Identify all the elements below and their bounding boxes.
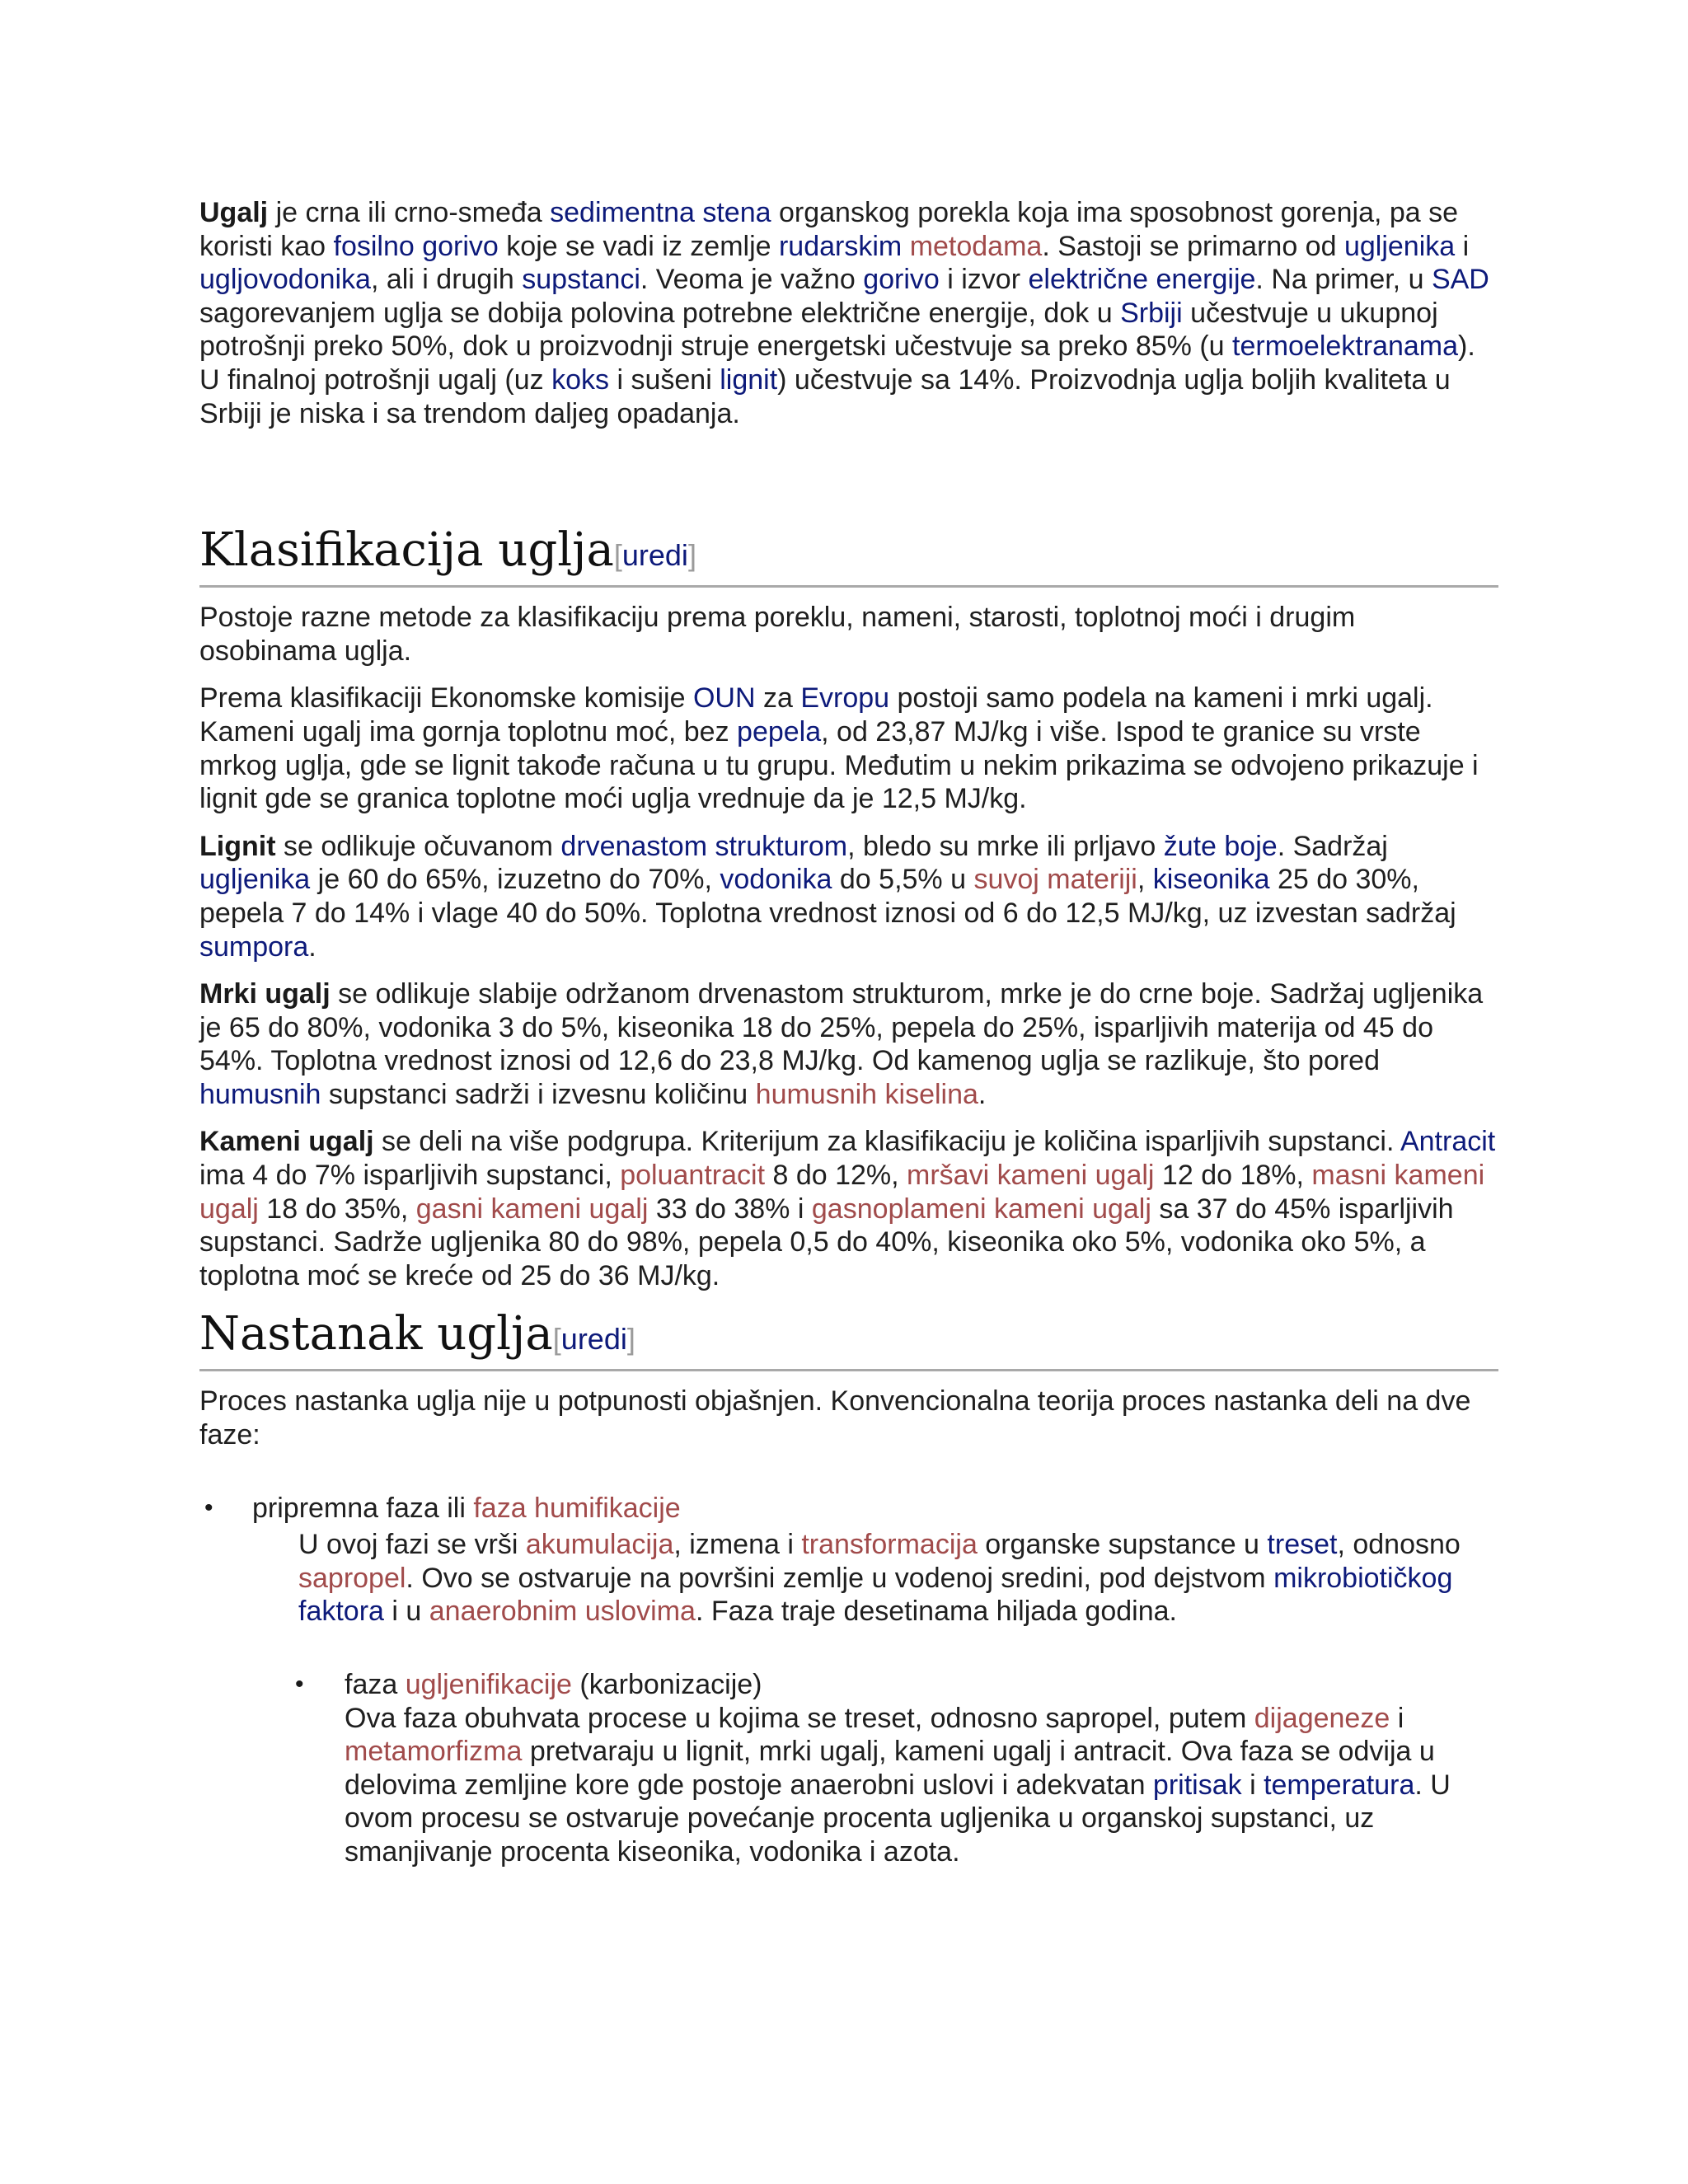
text: postoji samo podela na kameni i mrki ugalj. Kameni ugalj ima gornja toplotnu moć, bez [199, 682, 1433, 748]
article-body [199, 196, 1498, 1869]
link-termoelektranama[interactable]: termoelektranama [1232, 330, 1459, 363]
link-metodama[interactable]: metodama [909, 230, 1043, 262]
text: 8 do 12%, [765, 1160, 907, 1192]
text: , odnosno [1337, 1529, 1461, 1561]
bullet-icon: • [204, 1493, 213, 1521]
phase-list [199, 1492, 1498, 1869]
list-item-description [298, 1528, 1498, 1629]
text: organske supstance u [977, 1529, 1268, 1561]
text: sa 37 do 45% isparljivih supstanci. Sadrže ugljenika 80 do 98%, pepela 0,5 do 40%, kiseonika oko 5%, vodonika oko 5%, a toplotna moć se kreće od 25 do 36 MJ/kg. [199, 1193, 1454, 1291]
paragraph [199, 977, 1498, 1111]
link-rudarskim[interactable]: rudarskim [778, 230, 903, 262]
text: , [1137, 864, 1153, 896]
text: . U ovom procesu se ostvaruje povećanje procenta ugljenika u organskoj supstanci, uz smanjivanje procenta kiseonika, vodonika i azota. [345, 1769, 1451, 1868]
link-dijageneze[interactable]: dijageneze [1254, 1702, 1390, 1734]
link-sumpora[interactable]: sumpora [199, 930, 309, 963]
bullet-icon: • [295, 1671, 304, 1698]
link-humusnih-kiselina[interactable]: humusnih kiselina [755, 1078, 978, 1110]
text: i sušeni [609, 363, 720, 396]
link-temperatura[interactable]: temperatura [1264, 1769, 1415, 1801]
text: . [308, 930, 316, 963]
link-antracit[interactable]: Antracit [1400, 1126, 1496, 1158]
link-transformacija[interactable]: transformacija [801, 1529, 978, 1561]
text: , izmena i [673, 1529, 802, 1561]
link-treset[interactable]: treset [1267, 1529, 1338, 1561]
text: . [978, 1078, 987, 1110]
text: sagorevanjem uglja se dobija polovina potrebne električne energije, dok u [199, 297, 1121, 329]
text: 18 do 35%, [258, 1193, 416, 1225]
paragraph [199, 830, 1498, 963]
link-sad[interactable]: SAD [1431, 264, 1489, 296]
bracket: ] [687, 538, 696, 573]
link-mikrobiotickog-faktora[interactable]: mikrobiotičkog faktora [298, 1562, 1453, 1628]
link-sedimentna-stena[interactable]: sedimentna stena [550, 197, 771, 228]
bold-term: Ugalj [199, 197, 269, 228]
link-gasni-kameni-ugalj[interactable]: gasni kameni ugalj [415, 1193, 649, 1225]
link-akumulacija[interactable]: akumulacija [525, 1529, 674, 1561]
link-ugljovodonika[interactable]: ugljovodonika [199, 264, 371, 296]
text: koje se vadi iz zemlje [498, 230, 779, 262]
text: . Na primer, u [1255, 264, 1432, 296]
text: , od 23,87 MJ/kg i više. Ispod te granice su vrste mrkog uglja, gde se lignit takođe računa u tu grupu. Međutim u nekim prikazima se odvojeno prikazuje i lignit gde se granica toplotne moći uglja vrednuje da je 12,5 MJ/kg. [199, 715, 1479, 815]
link-koks[interactable]: koks [551, 363, 610, 396]
link-lignit[interactable]: lignit [720, 363, 778, 396]
text: i [1390, 1702, 1404, 1734]
text: Ova faza obuhvata procese u kojima se treset, odnosno sapropel, putem [345, 1702, 1254, 1734]
text: pretvaraju u lignit, mrki ugalj, kameni ugalj i antracit. Ova faza se odvija u delovima zemljine kore gde postoje anaerobni uslovi i adekvatan [345, 1736, 1435, 1801]
link-ugljenifikacije[interactable]: ugljenifikacije [405, 1669, 572, 1700]
list-item-phase-2 [295, 1668, 1498, 1869]
link-metamorfizma[interactable]: metamorfizma [345, 1736, 523, 1768]
text: se deli na više podgrupa. Kriterijum za klasifikaciju je količina isparljivih supstanci. [373, 1126, 1400, 1158]
text: za [755, 682, 801, 715]
link-vodonika[interactable]: vodonika [720, 864, 832, 896]
link-mrsavi-kameni-ugalj[interactable]: mršavi kameni ugalj [907, 1160, 1155, 1192]
text: učestvuje u ukupnoj potrošnji preko 50%, dok u proizvodnji struje energetski učestvuje sa preko 85% (u [199, 297, 1438, 363]
paragraph: Postoje razne metode za klasifikaciju prema poreklu, nameni, starosti, toplotnoj moći i drugim osobinama uglja. [199, 602, 1356, 667]
link-poluantracit[interactable]: poluantracit [620, 1160, 766, 1192]
text: , ali i drugih [370, 264, 523, 296]
link-masni-kameni-ugalj[interactable]: masni kameni ugalj [199, 1160, 1485, 1225]
link-supstanci[interactable]: supstanci [522, 264, 640, 296]
list-item-title [252, 1492, 1498, 1526]
text: se odlikuje slabije održanom drvenastom strukturom, mrke je do crne boje. Sadržaj ugljenika je 65 do 80%, vodonika 3 do 5%, kiseonika 18 do 25%, pepela do 25%, isparljivih materija od 45 do 54%. Toplotna vrednost iznosi od 12,6 do 23,8 MJ/kg. Od kamenog uglja se razlikuje, što pored [199, 978, 1484, 1077]
text: i [1455, 230, 1470, 262]
bracket: ] [626, 1322, 635, 1357]
text: i izvor [939, 264, 1029, 296]
link-fosilno-gorivo[interactable]: fosilno gorivo [333, 230, 499, 262]
section-klasifikacija [199, 523, 1498, 1292]
text: se odlikuje očuvanom [275, 830, 561, 862]
link-pepela[interactable]: pepela [737, 715, 822, 748]
text: Prema klasifikaciji Ekonomske komisije [199, 682, 693, 715]
heading-text: Klasifikacija uglja [199, 523, 614, 578]
text: . Sadržaj [1277, 830, 1388, 862]
link-faza-humifikacije[interactable]: faza humifikacije [473, 1492, 681, 1524]
bracket: [ [613, 538, 622, 573]
text: , bledo su mrke ili prljavo [847, 830, 1164, 862]
text: faza [345, 1669, 406, 1700]
link-kiseonika[interactable]: kiseonika [1152, 864, 1270, 896]
heading-text: Nastanak uglja [199, 1307, 553, 1361]
edit-link[interactable]: uredi [560, 1322, 627, 1357]
text: je 60 do 65%, izuzetno do 70%, [310, 864, 720, 896]
text: 33 do 38% i [648, 1193, 812, 1225]
section-heading [199, 1306, 1498, 1371]
text: . Veoma je važno [640, 264, 864, 296]
bold-term: Lignit [199, 830, 276, 862]
edit-section-link [553, 1322, 635, 1356]
sub-list [252, 1668, 1498, 1869]
text: do 5,5% u [832, 864, 974, 896]
text: (karbonizacije) [571, 1669, 762, 1700]
link-oun[interactable]: OUN [692, 682, 756, 715]
link-humusnih[interactable]: humusnih [199, 1078, 321, 1110]
text: . Sastoji se primarno od [1042, 230, 1344, 262]
text [902, 231, 909, 262]
link-sapropel[interactable]: sapropel [298, 1562, 406, 1594]
list-item-title [345, 1668, 1498, 1702]
text: 12 do 18%, [1154, 1160, 1312, 1192]
text: i [1241, 1769, 1264, 1801]
link-anaerobnim-uslovima[interactable]: anaerobnim uslovima [429, 1596, 696, 1628]
link-drvenastom-strukturom[interactable]: drvenastom strukturom [560, 830, 848, 862]
text: 25 do 30%, pepela 7 do 14% i vlage 40 do 50%. Toplotna vrednost iznosi od 6 do 12,5 MJ/kg, uz izvestan sadržaj [199, 864, 1456, 929]
text: je crna ili crno-smeđa [268, 197, 551, 228]
link-elektricne-energije[interactable]: električne energije [1028, 264, 1256, 296]
edit-section-link [614, 538, 696, 572]
link-zute-boje[interactable]: žute boje [1163, 830, 1278, 862]
link-pritisak[interactable]: pritisak [1152, 1769, 1242, 1801]
paragraph [199, 682, 1498, 815]
link-ugljenika[interactable]: ugljenika [199, 864, 311, 896]
section-heading [199, 523, 1498, 588]
paragraph [199, 1125, 1498, 1292]
bold-term: Mrki ugalj [199, 978, 331, 1010]
bracket: [ [552, 1322, 561, 1357]
text: ) učestvuje sa 14%. Proizvodnja uglja boljih kvaliteta u Srbiji je niska i sa trendom daljeg opadanja. [199, 363, 1451, 429]
intro-paragraph [199, 196, 1498, 430]
text: i u [383, 1596, 429, 1628]
text: . Faza traje desetinama hiljada godina. [695, 1596, 1177, 1628]
list-item-phase-1 [199, 1492, 1498, 1869]
text: organskog porekla koja ima sposobnost gorenja, pa se koristi kao [199, 197, 1459, 262]
link-srbiji[interactable]: Srbiji [1120, 297, 1183, 329]
text: ). U finalnoj potrošnji ugalj (uz [199, 330, 1475, 396]
text: . Ovo se ostvaruje na površini zemlje u vodenoj sredini, pod dejstvom [406, 1562, 1274, 1594]
text: supstanci sadrži i izvesnu količinu [321, 1078, 756, 1110]
text: pripremna faza ili [252, 1492, 474, 1524]
bold-term: Kameni ugalj [199, 1126, 374, 1158]
link-ugljenika[interactable]: ugljenika [1343, 230, 1456, 262]
text: U ovoj fazi se vrši [298, 1529, 526, 1561]
link-gasnoplameni-kameni-ugalj[interactable]: gasnoplameni kameni ugalj [811, 1193, 1151, 1225]
link-gorivo[interactable]: gorivo [863, 264, 940, 296]
link-suvoj-materiji[interactable]: suvoj materiji [973, 864, 1137, 896]
text: ima 4 do 7% isparljivih supstanci, [199, 1160, 621, 1192]
list-item-description [345, 1702, 1498, 1869]
paragraph: Proces nastanka uglja nije u potpunosti objašnjen. Konvencionalna teorija proces nastanka deli na dve faze: [199, 1385, 1471, 1451]
section-nastanak [199, 1306, 1498, 1868]
link-evropu[interactable]: Evropu [800, 682, 890, 715]
edit-link[interactable]: uredi [621, 538, 688, 573]
